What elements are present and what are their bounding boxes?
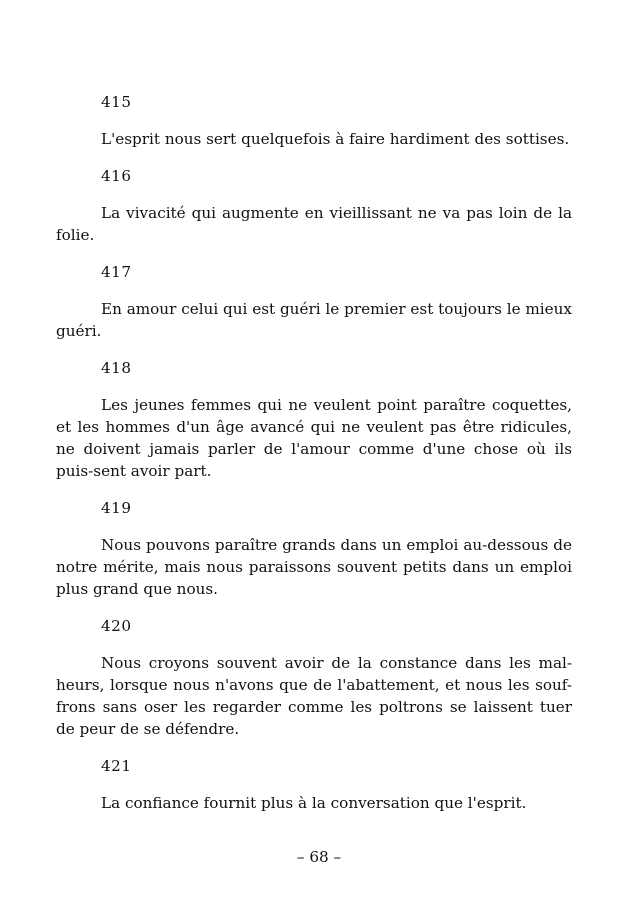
maxim-number: 419 (101, 499, 132, 517)
maxim-text: L'esprit nous sert quelquefois à faire hardiment des sottises. (101, 130, 570, 148)
maxim-text: En amour celui qui est guéri le premier est toujours le mieux guéri. (56, 300, 572, 340)
maxim-text: La confiance fournit plus à la conversation que l'esprit. (101, 794, 527, 812)
maxim-text: Les jeunes femmes qui ne veulent point paraître coquettes, et les hommes d'un âge avancé qui ne veulent pas être ridicules, ne doivent jamais parler de l'amour comme d'une chose où ils puis-sent avoir part. (56, 396, 572, 480)
maxim-text: Nous croyons souvent avoir de la constance dans les mal-heurs, lorsque nous n'avons que de l'abattement, et nous les souf-frons sans oser les regarder comme les poltrons se laissent tuer de peur de se défendre. (56, 654, 572, 738)
maxim-number: 420 (101, 617, 132, 635)
maxim-number: 421 (101, 757, 132, 775)
maxim-number: 415 (101, 93, 132, 111)
maxim-number: 417 (101, 263, 132, 281)
page-number: – 68 – (296, 848, 342, 866)
maxim-text: Nous pouvons paraître grands dans un emploi au-dessous de notre mérite, mais nous paraissons souvent petits dans un emploi plus grand que nous. (56, 536, 572, 598)
page-body (56, 91, 572, 829)
maxim-number: 416 (101, 167, 132, 185)
maxim-text: La vivacité qui augmente en vieillissant ne va pas loin de la folie. (56, 204, 572, 244)
maxim-number: 418 (101, 359, 132, 377)
